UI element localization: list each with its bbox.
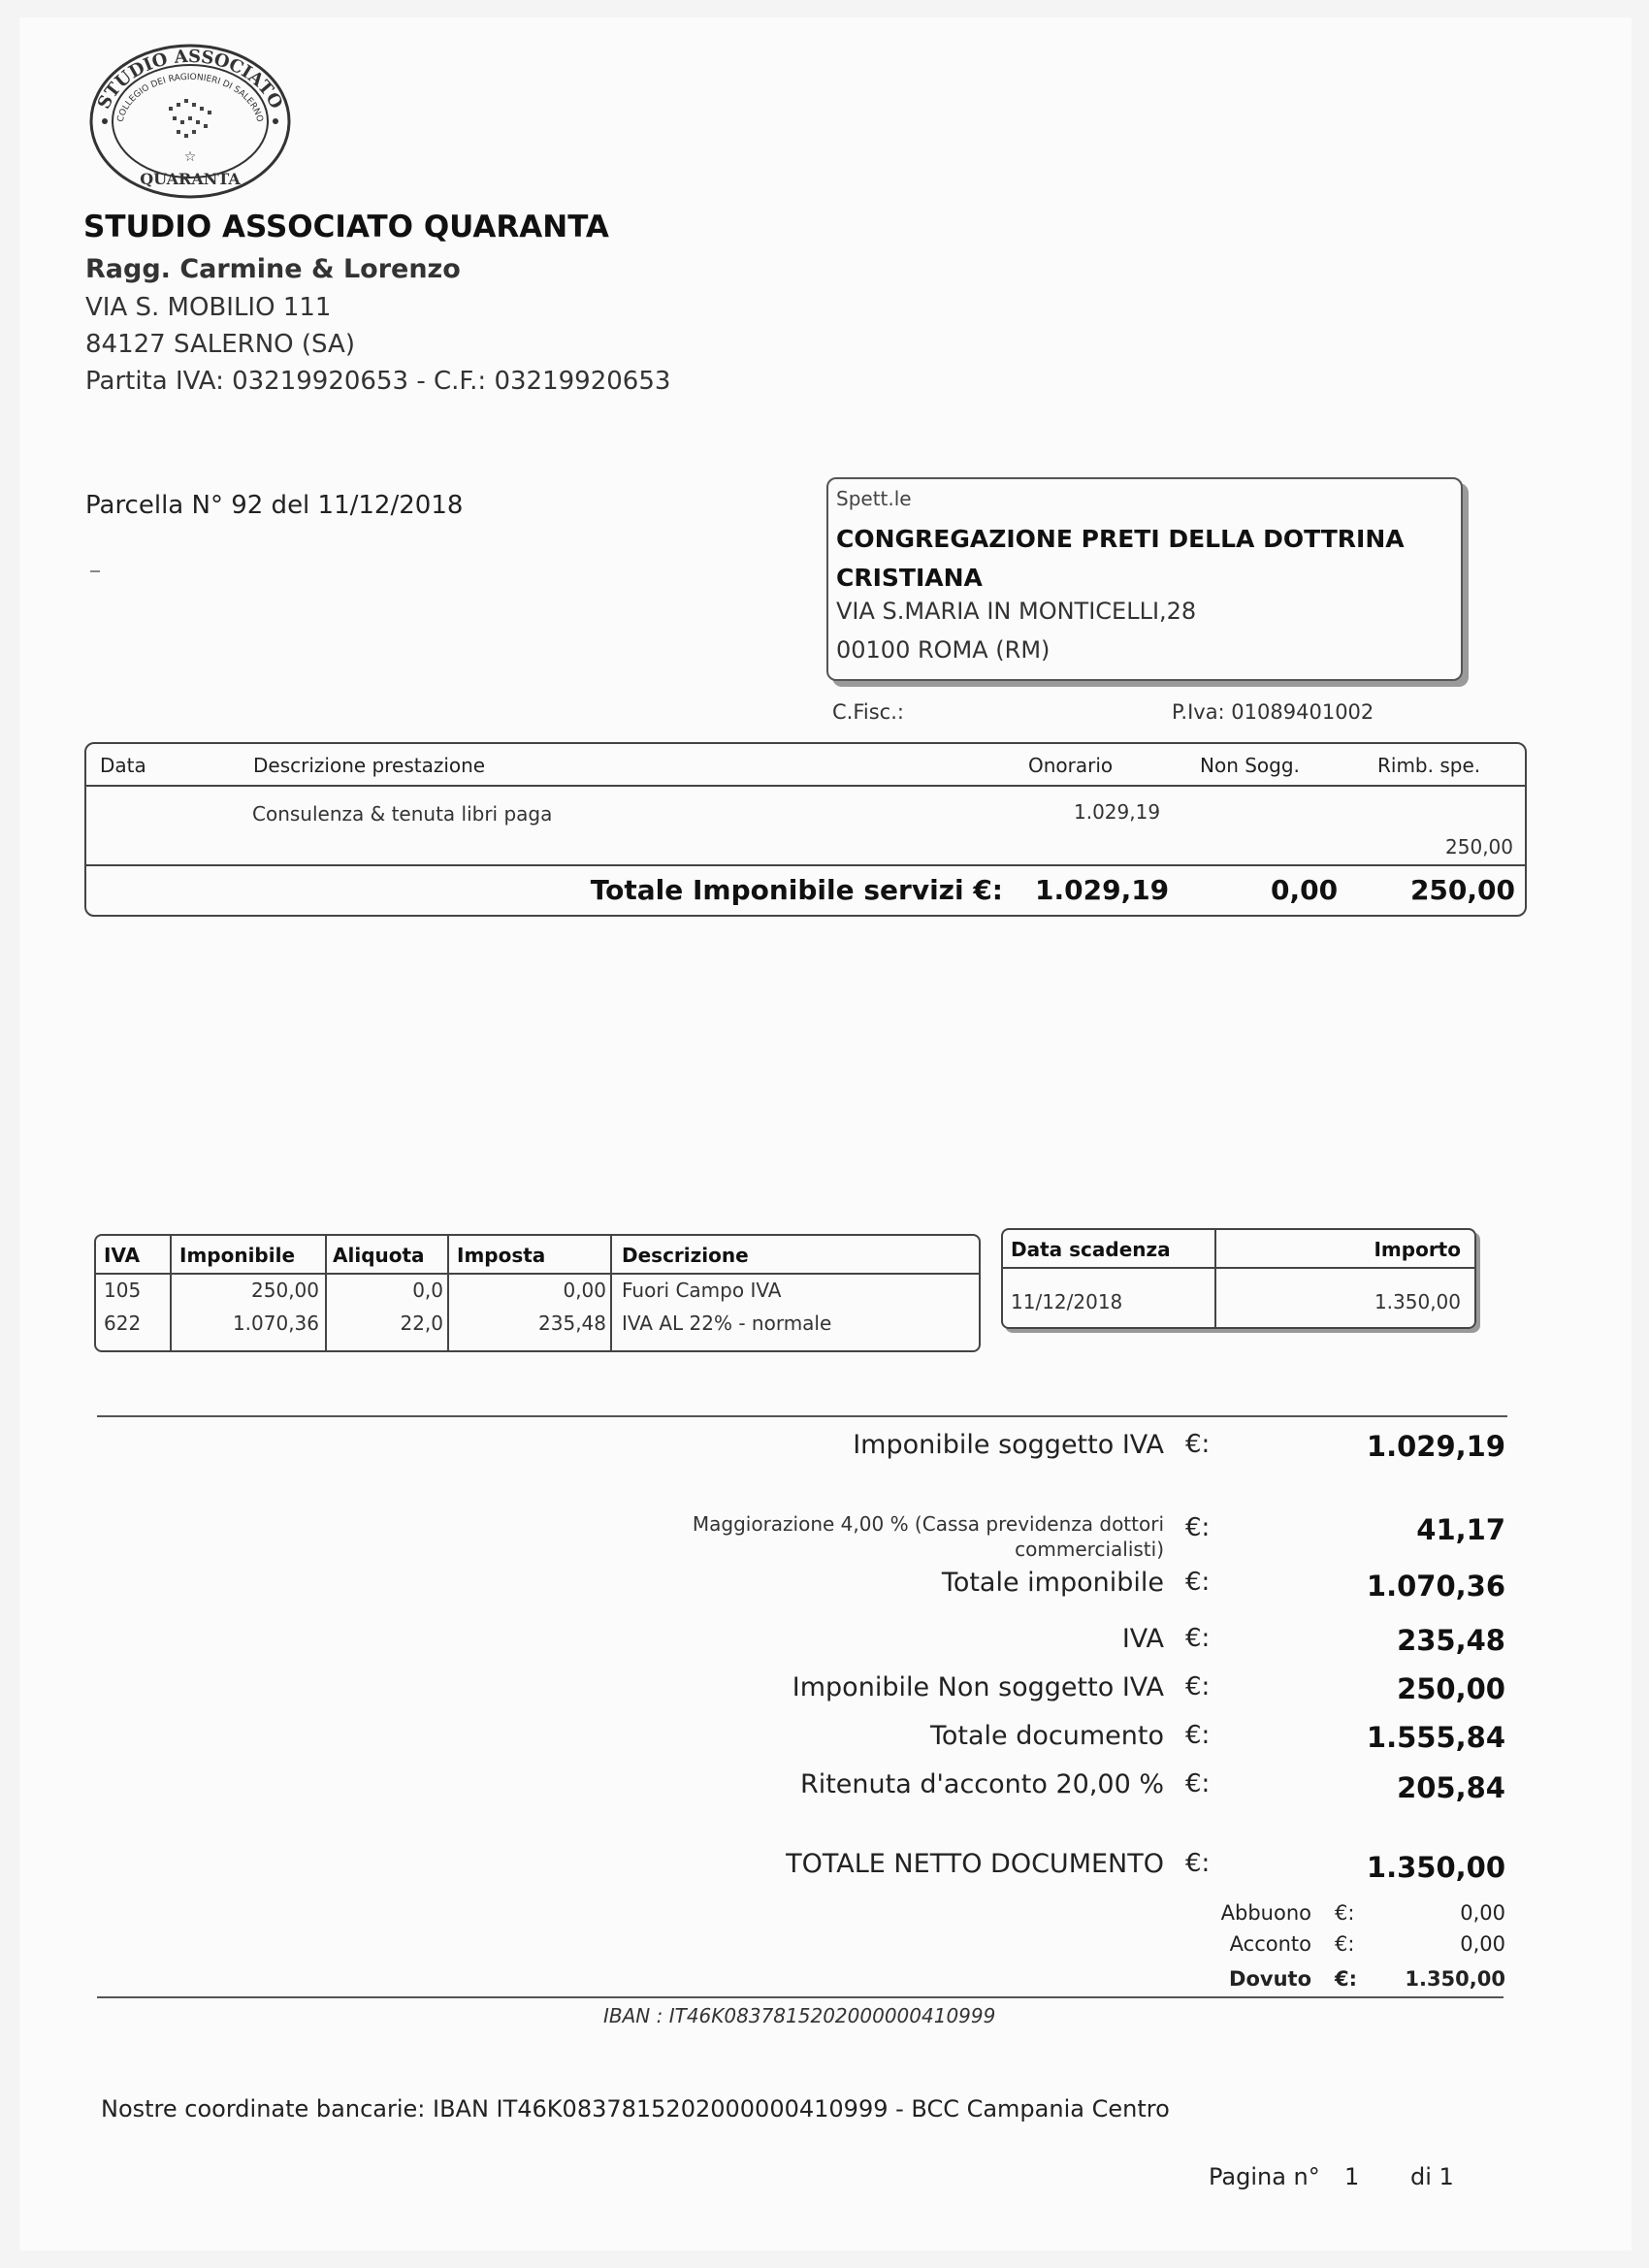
stamp-seal-icon [83,39,297,204]
summary-currency: €: [1185,1513,1211,1542]
bank-details: Nostre coordinate bancarie: IBAN IT46K0837815202000000410999 - BCC Campania Centro [101,2095,1170,2122]
iva-col-divider [610,1236,612,1350]
summary-currency: €: [1185,1769,1211,1798]
services-total-onorario: 1.029,19 [1035,874,1170,906]
client-box [826,477,1463,681]
services-total-non-sogg: 0,00 [1271,874,1339,906]
iva-row-code: 622 [104,1312,142,1335]
client-piva: P.Iva: 01089401002 [1172,700,1374,724]
firm-address: VIA S. MOBILIO 111 [85,293,332,322]
summary-iva-value: 235,48 [1397,1624,1505,1657]
service-rimb: 250,00 [1445,835,1513,859]
summary-dovuto-label: Dovuto [1229,1967,1311,1991]
maggiorazione-line2: commercialisti) [1015,1538,1164,1561]
due-col-amount: Importo [1374,1238,1461,1261]
summary-ritenuta-label: Ritenuta d'acconto 20,00 % [799,1769,1164,1799]
due-date: 11/12/2018 [1011,1290,1123,1313]
iva-row-descrizione: Fuori Campo IVA [622,1279,782,1302]
summary-currency: €: [1185,1568,1211,1597]
summary-currency: €: [1185,1624,1211,1653]
col-non-sogg: Non Sogg. [1200,754,1300,777]
services-total-rimb: 250,00 [1409,874,1515,906]
summary-currency: €: [1185,1849,1211,1878]
client-address: VIA S.MARIA IN MONTICELLI,28 [836,598,1197,625]
summary-acconto-value: 0,00 [1460,1932,1505,1956]
iva-row-imponibile: 1.070,36 [232,1312,319,1335]
service-description: Consulenza & tenuta libri paga [252,802,553,826]
iva-row-descrizione: IVA AL 22% - normale [622,1312,832,1335]
summary-top-rule [97,1415,1507,1417]
iva-col-imposta: Imposta [457,1244,546,1267]
summary-iva-label: IVA [1121,1624,1164,1654]
iva-col-divider [325,1236,327,1350]
summary-currency: €: [1335,1967,1358,1991]
client-cfisc: C.Fisc.: [832,700,904,724]
col-rimb: Rimb. spe. [1377,754,1481,777]
summary-imponibile-soggetto-label: Imponibile soggetto IVA [853,1430,1164,1460]
summary-dovuto-value: 1.350,00 [1405,1967,1505,1991]
due-date-table [1001,1228,1476,1329]
services-total-divider [86,864,1525,866]
summary-non-soggetto-label: Imponibile Non soggetto IVA [792,1672,1164,1702]
summary-ritenuta-value: 205,84 [1397,1771,1505,1804]
svg-text:COLLEGIO DEI RAGIONIERI DI SAL: COLLEGIO DEI RAGIONIERI DI SALERNO [115,72,265,123]
firm-partners: Ragg. Carmine & Lorenzo [85,254,461,284]
svg-text:QUARANTA: QUARANTA [140,170,241,188]
services-total-label: Totale Imponibile servizi €: [590,874,1003,906]
iva-table [94,1234,981,1352]
summary-totale-imponibile-label: Totale imponibile [941,1568,1164,1598]
col-descrizione: Descrizione prestazione [253,754,486,777]
summary-maggiorazione-value: 41,17 [1416,1513,1505,1546]
service-onorario: 1.029,19 [1074,800,1161,824]
invoice-number: Parcella N° 92 del 11/12/2018 [85,491,464,520]
due-col-date: Data scadenza [1011,1238,1171,1261]
client-name: CONGREGAZIONE PRETI DELLA DOTTRINA CRISTIANA [836,525,1405,592]
client-city: 00100 ROMA (RM) [836,636,1051,664]
due-amount: 1.350,00 [1374,1290,1461,1313]
summary-abbuono-label: Abbuono [1220,1901,1311,1925]
summary-currency: €: [1185,1721,1211,1750]
page-label: Pagina n° [1209,2163,1320,2190]
dash-mark [90,570,100,572]
maggiorazione-line1: Maggiorazione 4,00 % (Cassa previdenza dottori [692,1512,1164,1536]
studio-stamp [83,39,297,204]
summary-non-soggetto-value: 250,00 [1397,1672,1505,1705]
iva-col-imponibile: Imponibile [179,1244,296,1267]
client-salutation: Spett.le [836,487,912,510]
iva-col-divider [170,1236,172,1350]
summary-abbuono-value: 0,00 [1460,1901,1505,1925]
summary-bottom-rule [97,1996,1504,1998]
page-number: 1 [1344,2163,1360,2190]
summary-acconto-label: Acconto [1229,1932,1311,1956]
iva-row-aliquota: 0,0 [412,1279,443,1302]
firm-tax-ids: Partita IVA: 03219920653 - C.F.: 03219920653 [85,367,671,396]
summary-currency: €: [1335,1932,1355,1956]
services-header [86,744,1525,787]
summary-totale-documento-value: 1.555,84 [1366,1721,1505,1754]
iva-row-imposta: 235,48 [538,1312,606,1335]
col-onorario: Onorario [1028,754,1114,777]
summary-currency: €: [1185,1430,1211,1459]
summary-netto-label: TOTALE NETTO DOCUMENTO [786,1849,1164,1879]
iva-row-code: 105 [104,1279,142,1302]
due-col-divider [1214,1230,1216,1327]
summary-currency: €: [1185,1672,1211,1701]
services-table [84,742,1527,917]
summary-maggiorazione-label [679,1511,1164,1562]
firm-city: 84127 SALERNO (SA) [85,330,355,359]
iva-row-imponibile: 250,00 [251,1279,319,1302]
iva-row-aliquota: 22,0 [400,1312,443,1335]
svg-text:☆: ☆ [183,149,197,165]
page-total: di 1 [1410,2163,1454,2190]
summary-netto-value: 1.350,00 [1366,1851,1505,1884]
iva-col-divider [447,1236,449,1350]
iva-col-descrizione: Descrizione [622,1244,749,1267]
iva-col-iva: IVA [104,1244,141,1267]
summary-imponibile-soggetto-value: 1.029,19 [1366,1430,1505,1463]
summary-totale-documento-label: Totale documento [930,1721,1164,1751]
svg-text:STUDIO ASSOCIATO: STUDIO ASSOCIATO [93,46,287,113]
firm-name: STUDIO ASSOCIATO QUARANTA [83,210,609,244]
summary-totale-imponibile-value: 1.070,36 [1366,1570,1505,1603]
iva-row-imposta: 0,00 [563,1279,606,1302]
iva-col-aliquota: Aliquota [333,1244,425,1267]
summary-currency: €: [1335,1901,1355,1925]
col-data: Data [100,754,146,777]
iban-line: IBAN : IT46K0837815202000000410999 [603,2004,996,2027]
